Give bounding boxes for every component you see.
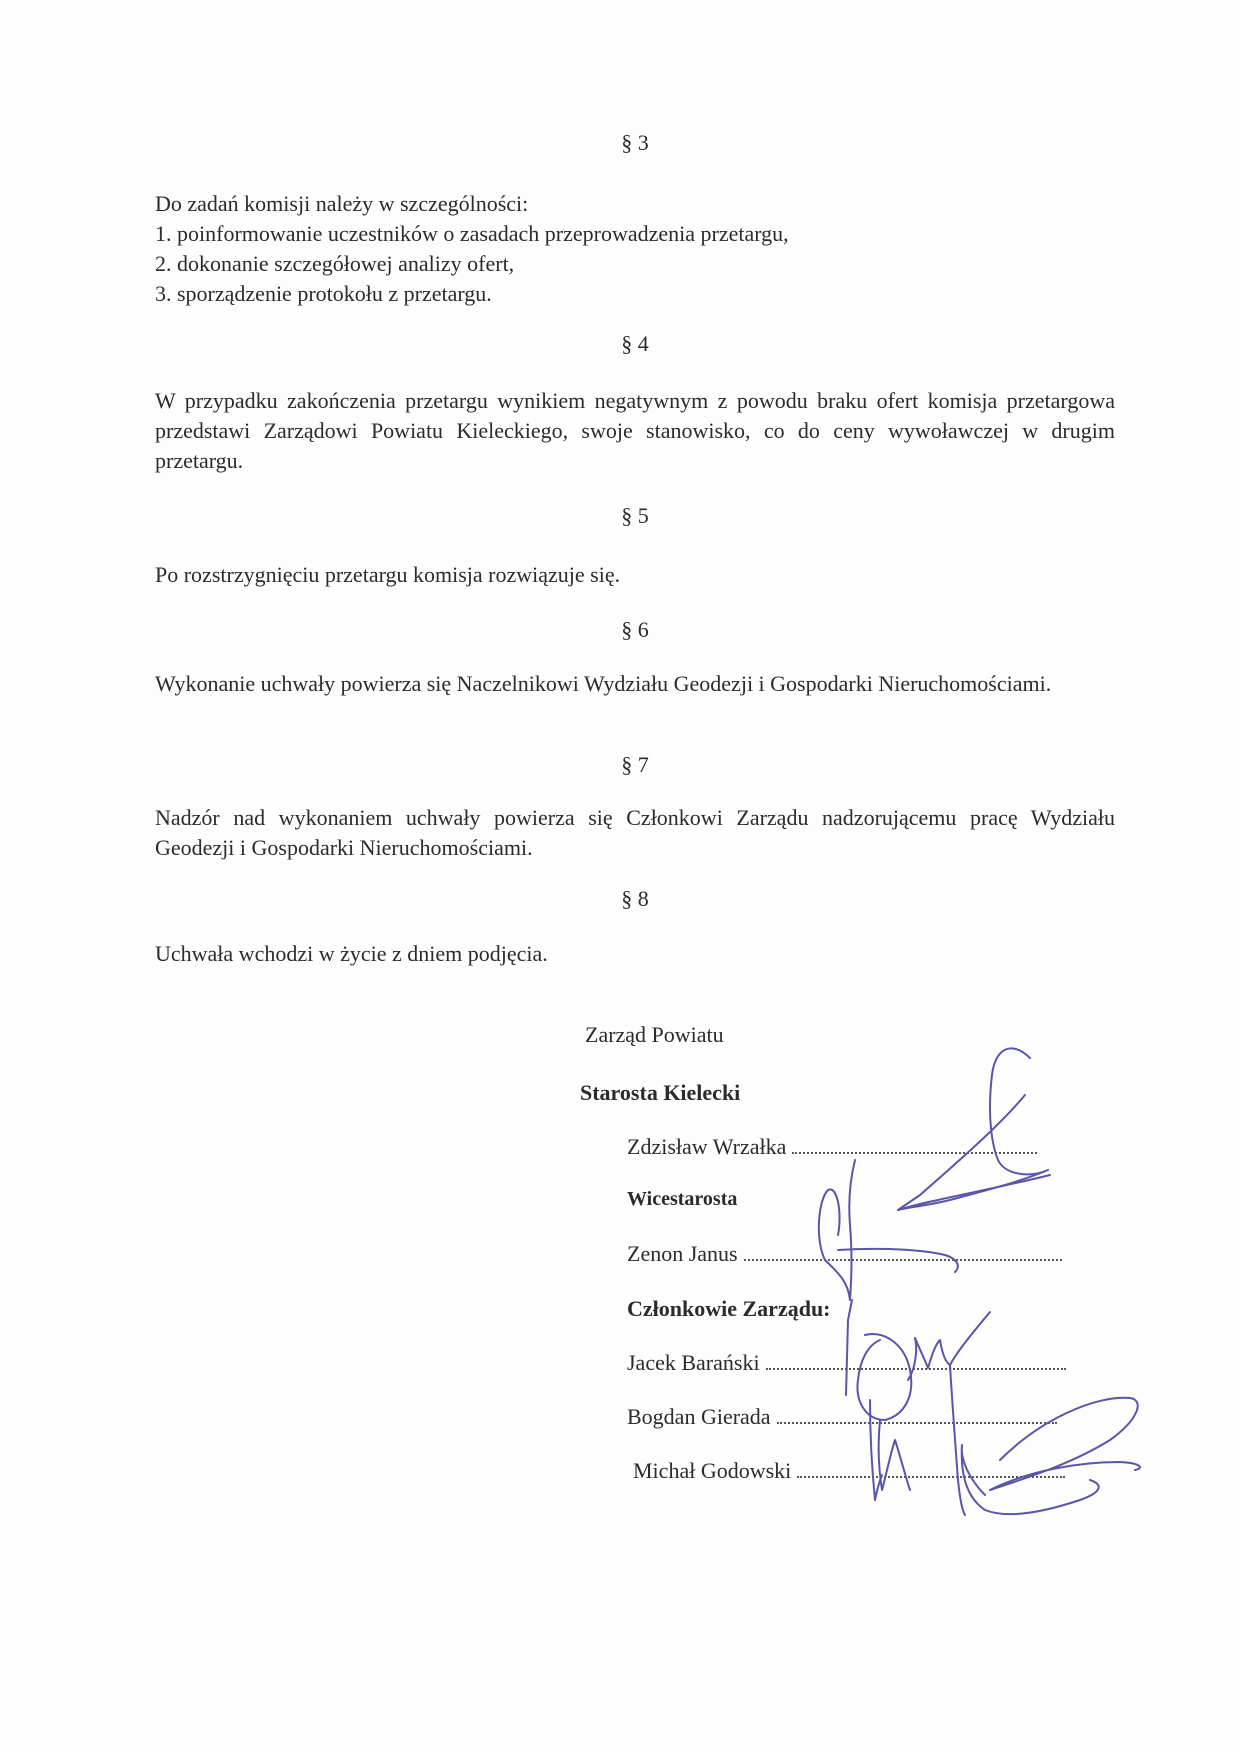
signature-line-starosta — [627, 1134, 1037, 1160]
starosta-name: Zdzisław Wrzałka — [627, 1134, 787, 1159]
member-name: Bogdan Gierada — [627, 1404, 771, 1429]
signature-dots — [777, 1408, 1057, 1424]
section-mark-3: § 3 — [621, 130, 649, 155]
signature-line-member-3 — [633, 1458, 1065, 1484]
member-name: Michał Godowski — [633, 1458, 792, 1483]
board-title: Zarząd Powiatu — [585, 1022, 724, 1047]
signature-dots — [797, 1462, 1065, 1478]
signature-vice — [819, 1160, 855, 1300]
section-3-body — [155, 189, 1115, 309]
section-3-item-3: 3. sporządzenie protokołu z przetargu. — [155, 281, 492, 306]
section-mark-4: § 4 — [621, 331, 649, 356]
section-7-text: Nadzór nad wykonaniem uchwały powierza się Członkowi Zarządu nadzorującemu pracę Wydziału Geodezji i Gospodarki Nieruchomościami. — [155, 805, 1115, 860]
section-mark-8: § 8 — [621, 886, 649, 911]
signature-line-member-1 — [627, 1350, 1066, 1376]
members-role: Członkowie Zarządu: — [627, 1296, 831, 1321]
signature-line-vice — [627, 1241, 1062, 1267]
section-mark-7: § 7 — [621, 752, 649, 777]
signature-dots — [792, 1138, 1037, 1154]
section-3-item-1: 1. poinformowanie uczestników o zasadach przeprowadzenia przetargu, — [155, 221, 789, 246]
section-mark-6: § 6 — [621, 617, 649, 642]
signature-starosta — [898, 1048, 1048, 1210]
section-8-text: Uchwała wchodzi w życie z dniem podjęcia. — [155, 941, 548, 966]
section-3-lead: Do zadań komisji należy w szczególności: — [155, 191, 529, 216]
section-6-text: Wykonanie uchwały powierza się Naczelnikowi Wydziału Geodezji i Gospodarki Nieruchomościami. — [155, 671, 1052, 696]
section-5-text: Po rozstrzygnięciu przetargu komisja rozwiązuje się. — [155, 562, 621, 587]
signature-dots — [744, 1245, 1062, 1261]
member-name: Jacek Barański — [627, 1350, 760, 1375]
signature-dots — [766, 1354, 1066, 1370]
section-3-item-2: 2. dokonanie szczegółowej analizy ofert, — [155, 251, 515, 276]
vice-role: Wicestarosta — [627, 1188, 738, 1210]
starosta-role: Starosta Kielecki — [580, 1080, 741, 1105]
signature-line-member-2 — [627, 1404, 1057, 1430]
section-4-text: W przypadku zakończenia przetargu wynikiem negatywnym z powodu braku ofert komisja przetargowa przedstawi Zarządowi Powiatu Kieleckiego, swoje stanowisko, co do ceny wywoławczej w drugim przetargu. — [155, 388, 1115, 473]
vice-name: Zenon Janus — [627, 1241, 738, 1266]
section-mark-5: § 5 — [621, 503, 649, 528]
